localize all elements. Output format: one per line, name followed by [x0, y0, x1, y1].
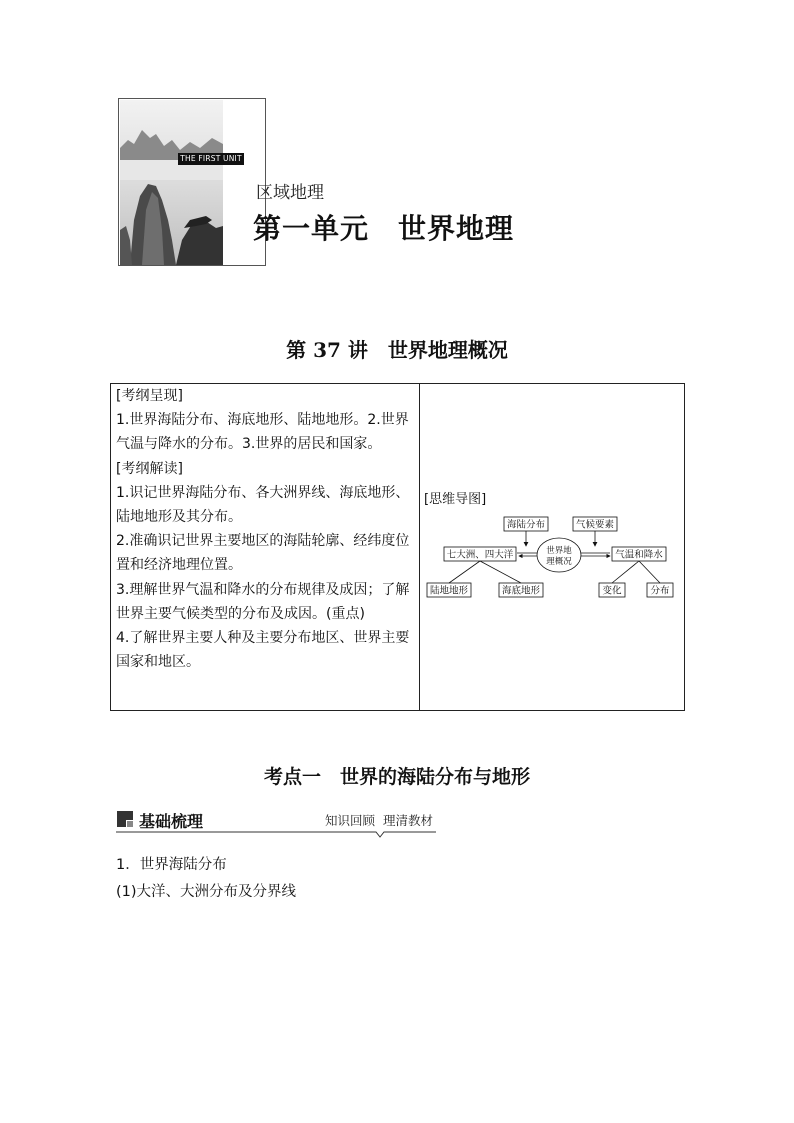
label-continents: 七大洲、四大洋	[446, 549, 514, 561]
section-underline	[116, 830, 436, 838]
label-land-terrain: 陆地地形	[429, 585, 469, 597]
table-divider	[419, 383, 420, 711]
interpretation-item: 1.识记世界海陆分布、各大洲界线、海底地形、陆地地形及其分布。	[116, 484, 410, 526]
mountain-photo	[120, 100, 223, 265]
item-world-sea-land: 1．世界海陆分布	[116, 857, 227, 873]
label-temp-precip: 气温和降水	[615, 549, 663, 561]
basic-review-tagline: 知识回顾 理清教材	[325, 813, 433, 828]
interpretation-item: 3.理解世界气温和降水的分布规律及成因；了解世界主要气候类型的分布及成因。(重点)	[116, 581, 410, 622]
syllabus-left-cell	[116, 384, 414, 674]
unit-title: 第一单元 世界地理	[253, 212, 515, 245]
interpretation-item: 4.了解世界主要人种及主要分布地区、世界主要国家和地区。	[116, 630, 410, 671]
section-square-icon	[117, 811, 133, 827]
label-sea-floor: 海底地形	[501, 585, 541, 597]
label-center-2: 理概况	[546, 557, 572, 567]
lesson-title: 第 37 讲 世界地理概况	[286, 338, 508, 362]
label-climate-factors: 气候要素	[575, 519, 615, 531]
presentation-text: 1.世界海陆分布、海底地形、陆地地形。2.世界气温与降水的分布。3.世界的居民和国家。	[116, 412, 409, 453]
interpretation-item: 2.准确识记世界主要地区的海陆轮廓、经纬度位置和经济地理位置。	[116, 533, 410, 574]
item-oceans-continents: (1)大洋、大洲分布及分界线	[116, 884, 297, 900]
label-change: 变化	[602, 585, 622, 597]
unit-subtitle: 区域地理	[256, 183, 324, 203]
basic-review-label: 基础梳理	[139, 812, 204, 831]
presentation-heading: [考纲呈现]	[116, 388, 183, 404]
unit-badge: THE FIRST UNIT	[178, 153, 244, 165]
label-sea-land: 海陆分布	[506, 519, 546, 531]
mind-map-label: [思维导图]	[424, 492, 487, 507]
label-distribution: 分布	[650, 585, 670, 597]
section-title: 考点一 世界的海陆分布与地形	[263, 766, 530, 788]
interpretation-heading: [考纲解读]	[116, 460, 183, 477]
label-center-1: 世界地	[546, 546, 572, 556]
mind-map	[424, 508, 680, 608]
